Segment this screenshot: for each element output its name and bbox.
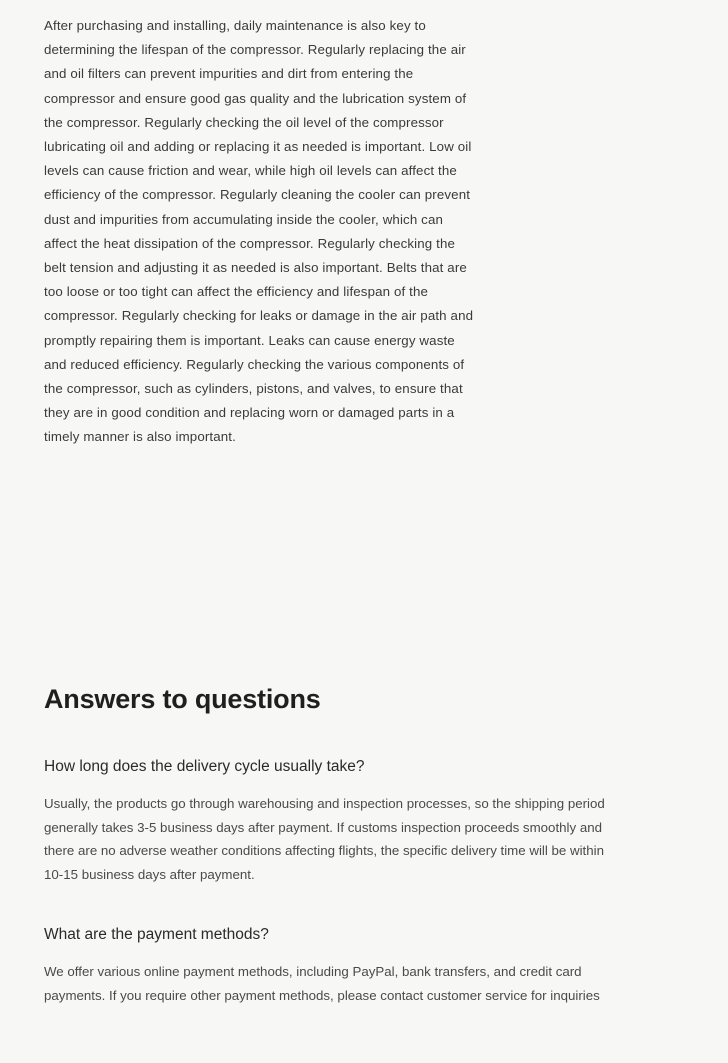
intro-paragraph: After purchasing and installing, daily maintenance is also key to determining the lifespan of the compressor. Regularly replacing the air and oil filters can prevent impurities and dirt from entering the compressor and ensure good gas quality and the lubrication system of the compressor. Regularly checking the oil level of the compressor lubricating oil and adding or replacing it as needed is important. Low oil levels can cause friction and wear, while high oil levels can affect the efficiency of the compressor. Regularly cleaning the cooler can prevent dust and impurities from accumulating inside the cooler, which can affect the heat dissipation of the compressor. Regularly checking the belt tension and adjusting it as needed is also important. Belts that are too loose or too tight can affect the efficiency and lifespan of the compressor. Regularly checking for leaks or damage in the air path and promptly repairing them is important. Leaks can cause energy waste and reduced efficiency. Regularly checking the various components of the compressor, such as cylinders, pistons, and valves, to ensure that they are in good condition and replacing worn or damaged parts in a timely manner is also important. bbox=[44, 18, 474, 445]
faq-answer: We offer various online payment methods, including PayPal, bank transfers, and credit card payments. If you require other payment methods, please contact customer service for inquiries bbox=[44, 964, 600, 1003]
faq-question: What are the payment methods? bbox=[44, 926, 269, 943]
intro-section bbox=[44, 14, 478, 450]
faq-item bbox=[44, 756, 644, 886]
faq-heading: Answers to questions bbox=[44, 684, 321, 714]
faq-question: How long does the delivery cycle usually take? bbox=[44, 758, 365, 775]
faq-item bbox=[44, 924, 644, 1007]
faq-answer: Usually, the products go through warehousing and inspection processes, so the shipping period generally takes 3-5 business days after payment. If customs inspection proceeds smoothly and there are no adverse weather conditions affecting flights, the specific delivery time will be within 10-15 business days after payment. bbox=[44, 796, 605, 882]
faq-section bbox=[44, 682, 644, 1007]
